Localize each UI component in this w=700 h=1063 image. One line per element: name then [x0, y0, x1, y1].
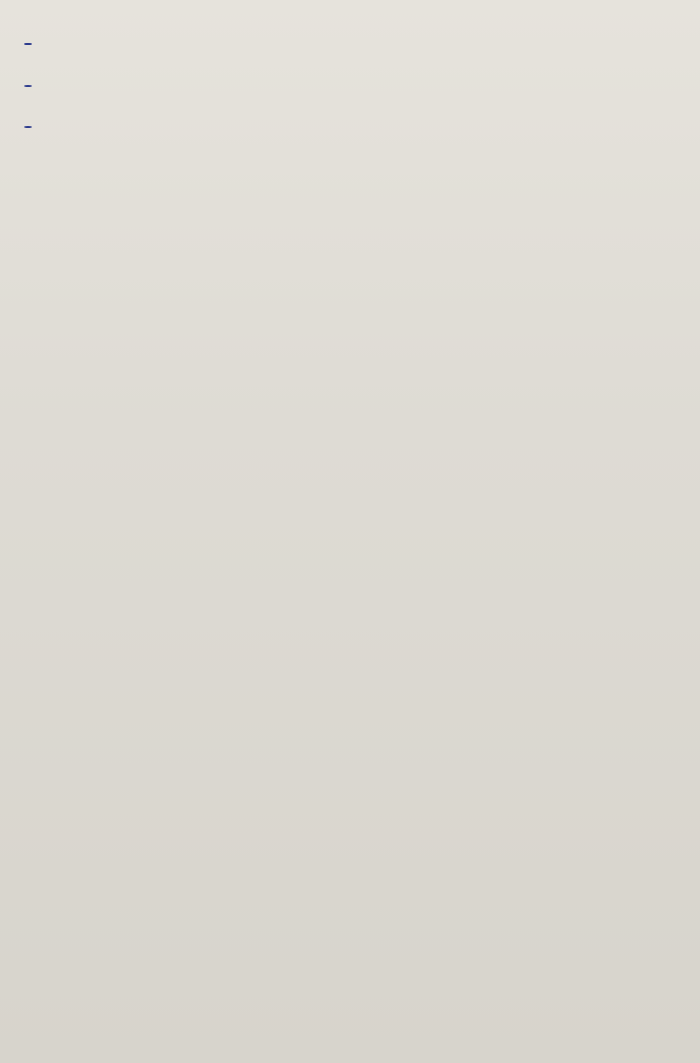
paragraph-4 — [28, 111, 678, 133]
paragraph-3 — [28, 70, 678, 92]
p1-serious — [24, 43, 32, 45]
p4-bold — [24, 126, 32, 128]
p3-bold — [24, 85, 32, 87]
paragraph-1 — [28, 28, 678, 50]
